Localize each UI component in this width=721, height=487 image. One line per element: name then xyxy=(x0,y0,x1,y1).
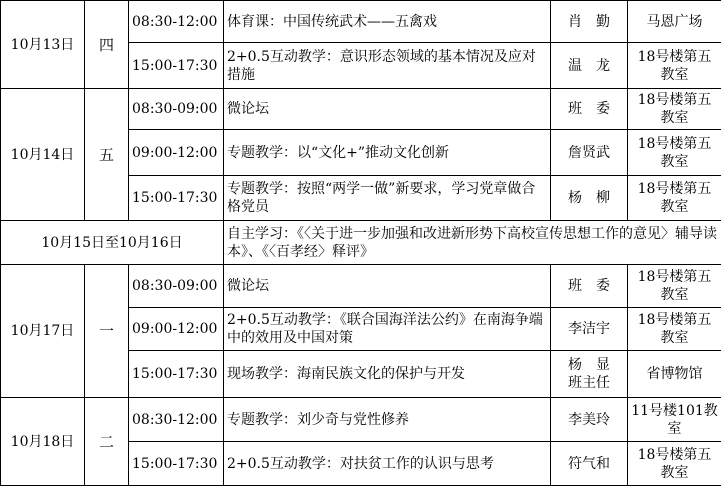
teacher-cell: 李洁宇 xyxy=(551,308,628,351)
date-cell: 10月17日 xyxy=(1,265,85,398)
place-cell: 18号楼第五教室 xyxy=(628,130,721,176)
date-cell: 10月14日 xyxy=(1,89,85,221)
content-cell: 现场教学：海南民族文化的保护与开发 xyxy=(224,351,551,398)
place-cell: 18号楼第五教室 xyxy=(628,442,721,486)
place-cell: 18号楼第五教室 xyxy=(628,89,721,130)
weekday-cell: 五 xyxy=(85,89,129,221)
time-cell: 15:00-17:30 xyxy=(129,351,224,398)
weekday-cell: 一 xyxy=(85,265,129,398)
weekday-cell: 二 xyxy=(85,398,129,486)
teacher-cell: 杨 柳 xyxy=(551,176,628,221)
weekday-cell: 四 xyxy=(85,1,129,89)
table-row xyxy=(1,398,721,442)
time-cell: 09:00-12:00 xyxy=(129,308,224,351)
place-cell: 11号楼101教室 xyxy=(628,398,721,442)
content-cell: 专题教学：刘少奇与党性修养 xyxy=(224,398,551,442)
content-cell: 2+0.5互动教学：对扶贫工作的认识与思考 xyxy=(224,442,551,486)
teacher-cell: 符气和 xyxy=(551,442,628,486)
place-cell: 18号楼第五教室 xyxy=(628,265,721,308)
time-cell: 09:00-12:00 xyxy=(129,130,224,176)
table-row xyxy=(1,1,721,43)
table-row xyxy=(1,221,721,265)
teacher-cell: 班 委 xyxy=(551,89,628,130)
place-cell: 省博物馆 xyxy=(628,351,721,398)
teacher-cell: 温 龙 xyxy=(551,43,628,89)
time-cell: 15:00-17:30 xyxy=(129,442,224,486)
time-cell: 08:30-12:00 xyxy=(129,398,224,442)
teacher-cell: 杨 显 班主任 xyxy=(551,351,628,398)
date-cell: 10月18日 xyxy=(1,398,85,486)
teacher-cell: 班 委 xyxy=(551,265,628,308)
place-cell: 18号楼第五教室 xyxy=(628,43,721,89)
place-cell: 18号楼第五教室 xyxy=(628,176,721,221)
content-cell: 体育课：中国传统武术——五禽戏 xyxy=(224,1,551,43)
content-cell: 微论坛 xyxy=(224,89,551,130)
content-cell: 专题教学：以“文化+”推动文化创新 xyxy=(224,130,551,176)
place-cell: 马恩广场 xyxy=(628,1,721,43)
content-cell: 微论坛 xyxy=(224,265,551,308)
self-study-range-cell: 10月15日至10月16日 xyxy=(1,221,224,265)
content-cell: 专题教学：按照“两学一做”新要求，学习党章做合格党员 xyxy=(224,176,551,221)
date-cell: 10月13日 xyxy=(1,1,85,89)
time-cell: 15:00-17:30 xyxy=(129,43,224,89)
content-cell: 2+0.5互动教学：《联合国海洋法公约》在南海争端中的效用及中国对策 xyxy=(224,308,551,351)
time-cell: 08:30-12:00 xyxy=(129,1,224,43)
time-cell: 15:00-17:30 xyxy=(129,176,224,221)
teacher-cell: 李美玲 xyxy=(551,398,628,442)
table-row xyxy=(1,265,721,308)
teacher-cell: 詹贤武 xyxy=(551,130,628,176)
self-study-content-cell: 自主学习：《〈关于进一步加强和改进新形势下高校宣传思想工作的意见〉辅导读本》、《〈百孝经〉释评》 xyxy=(224,221,721,265)
table-row xyxy=(1,89,721,130)
place-cell: 18号楼第五教室 xyxy=(628,308,721,351)
time-cell: 08:30-09:00 xyxy=(129,89,224,130)
content-cell: 2+0.5互动教学：意识形态领域的基本情况及应对措施 xyxy=(224,43,551,89)
teacher-cell: 肖 勤 xyxy=(551,1,628,43)
time-cell: 08:30-09:00 xyxy=(129,265,224,308)
